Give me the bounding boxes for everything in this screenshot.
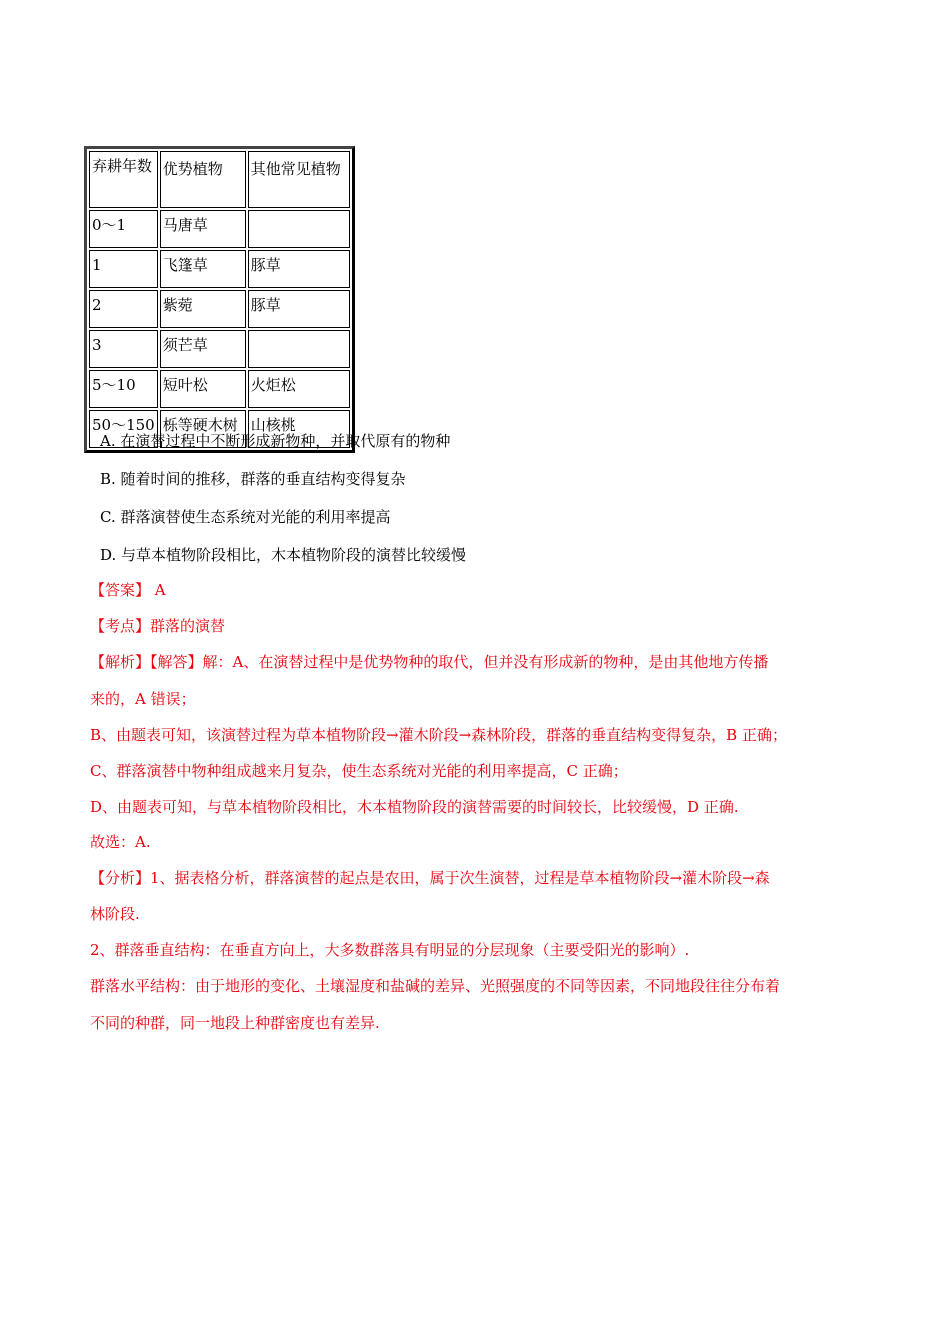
table-cell: 豚草 (248, 290, 350, 328)
answer-line: 【答案】 A (90, 581, 166, 599)
table-row (89, 330, 350, 368)
note-line: 群落水平结构：由于地形的变化、土壤湿度和盐碱的差异、光照强度的不同等因素，不同地段往往分布着 (90, 977, 781, 995)
table-cell: 山核桃 (248, 410, 350, 448)
table-cell: 紫菀 (160, 290, 246, 328)
table-cell: 5～10 (89, 370, 158, 408)
table-cell: 1 (89, 250, 158, 288)
succession-table (84, 146, 355, 453)
note-line: 林阶段. (90, 905, 140, 923)
topic-line: 【考点】群落的演替 (90, 617, 226, 635)
table-cell: 豚草 (248, 250, 350, 288)
note-line: 【分析】1、据表格分析，群落演替的起点是农田，属于次生演替，过程是草本植物阶段→灌木阶段→森 (90, 869, 770, 887)
table-cell: 3 (89, 330, 158, 368)
table-row (89, 250, 350, 288)
analysis-line: C、群落演替中物种组成越来月复杂，使生态系统对光能的利用率提高，C 正确； (90, 762, 628, 780)
option-b: B. 随着时间的推移，群落的垂直结构变得复杂 (100, 470, 406, 488)
table-header-cell: 弃耕年数 (89, 151, 158, 208)
table-cell: 0～1 (89, 210, 158, 248)
table-header-cell: 其他常见植物 (248, 151, 350, 208)
table-cell: 2 (89, 290, 158, 328)
note-line: 不同的种群，同一地段上种群密度也有差异. (90, 1014, 380, 1032)
table-cell: 栎等硬木树 (160, 410, 246, 448)
table-cell: 短叶松 (160, 370, 246, 408)
option-a: A. 在演替过程中不断形成新物种，并取代原有的物种 (100, 432, 451, 450)
choice-line: 故选：A. (90, 833, 151, 851)
table-cell (248, 210, 350, 248)
table-cell (248, 330, 350, 368)
table-header-row (89, 151, 350, 208)
table-header-cell: 优势植物 (160, 151, 246, 208)
option-c: C. 群落演替使生态系统对光能的利用率提高 (100, 508, 391, 526)
analysis-line: B、由题表可知，该演替过程为草本植物阶段→灌木阶段→森林阶段，群落的垂直结构变得复杂，B 正确； (90, 726, 787, 744)
analysis-line: D、由题表可知，与草本植物阶段相比，木本植物阶段的演替需要的时间较长，比较缓慢，D 正确. (90, 798, 739, 816)
table-cell: 50～150 (89, 410, 158, 448)
option-d: D. 与草本植物阶段相比，木本植物阶段的演替比较缓慢 (100, 546, 467, 564)
table-cell: 须芒草 (160, 330, 246, 368)
analysis-line: 【解析】【解答】解：A、在演替过程中是优势物种的取代，但并没有形成新的物种，是由其他地方传播 (90, 653, 769, 671)
table-row (89, 210, 350, 248)
table-row (89, 370, 350, 408)
analysis-line: 来的，A 错误； (90, 690, 196, 708)
table-cell: 马唐草 (160, 210, 246, 248)
table-cell: 火炬松 (248, 370, 350, 408)
table-row (89, 290, 350, 328)
table-cell: 飞篷草 (160, 250, 246, 288)
note-line: 2、群落垂直结构：在垂直方向上，大多数群落具有明显的分层现象（主要受阳光的影响）. (90, 941, 690, 959)
